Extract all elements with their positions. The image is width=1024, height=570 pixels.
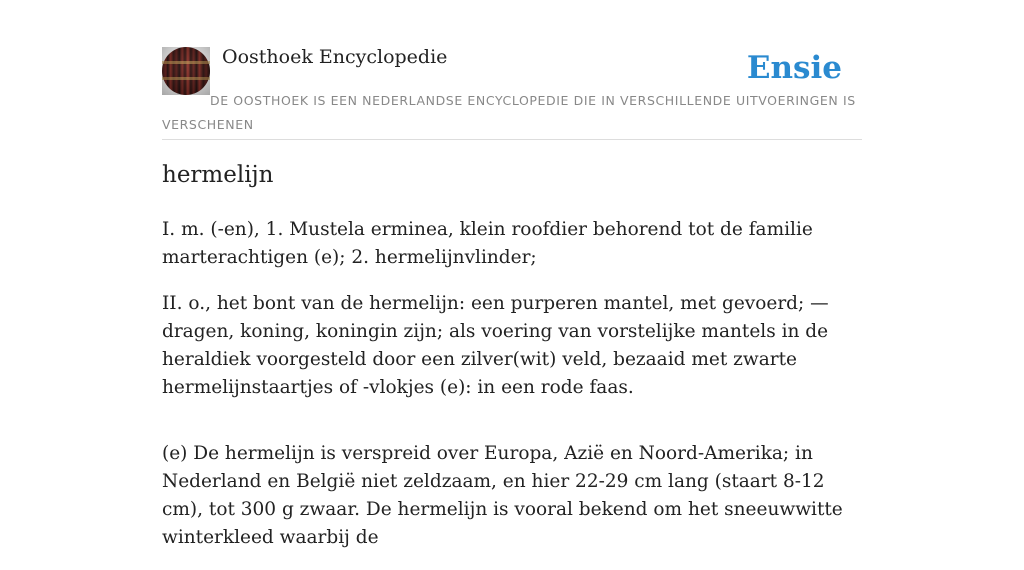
site-header bbox=[162, 0, 862, 140]
avatar-shade bbox=[162, 47, 210, 95]
header-divider bbox=[162, 139, 862, 140]
article-paragraph: I. m. (-en), 1. Mustela erminea, klein roofdier behorend tot de familie marterachtigen (e); 2. hermelijnvlinder; bbox=[162, 219, 813, 268]
article-title: hermelijn bbox=[162, 162, 274, 188]
article-body bbox=[162, 216, 862, 570]
brand-logo[interactable]: Ensie bbox=[746, 50, 842, 86]
article-paragraph: (e) De hermelijn is verspreid over Europa, Azië en Noord-Amerika; in Nederland en België niet zeldzaam, en hier 22-29 cm lang (staart 8-12 cm), tot 300 g zwaar. De hermelijn is vooral bekend om het sneeuwwitte winterkleed waarbij de bbox=[162, 443, 843, 548]
page bbox=[162, 0, 862, 548]
article-paragraph: II. o., het bont van de hermelijn: een purperen mantel, met gevoerd; — dragen, koning, koningin zijn; als voering van vorstelijke mantels in de heraldiek voorgesteld door een zilver(wit) veld, bezaaid met zwarte hermelijnstaartjes of -vlokjes (e): in een rode faas. bbox=[162, 293, 829, 398]
bookshelf-avatar-icon[interactable] bbox=[162, 47, 210, 95]
site-tagline: DE OOSTHOEK IS EEN NEDERLANDSE ENCYCLOPEDIE DIE IN VERSCHILLENDE UITVOERINGEN IS VERSCHENEN bbox=[162, 93, 856, 132]
site-name[interactable]: Oosthoek Encyclopedie bbox=[222, 46, 448, 68]
